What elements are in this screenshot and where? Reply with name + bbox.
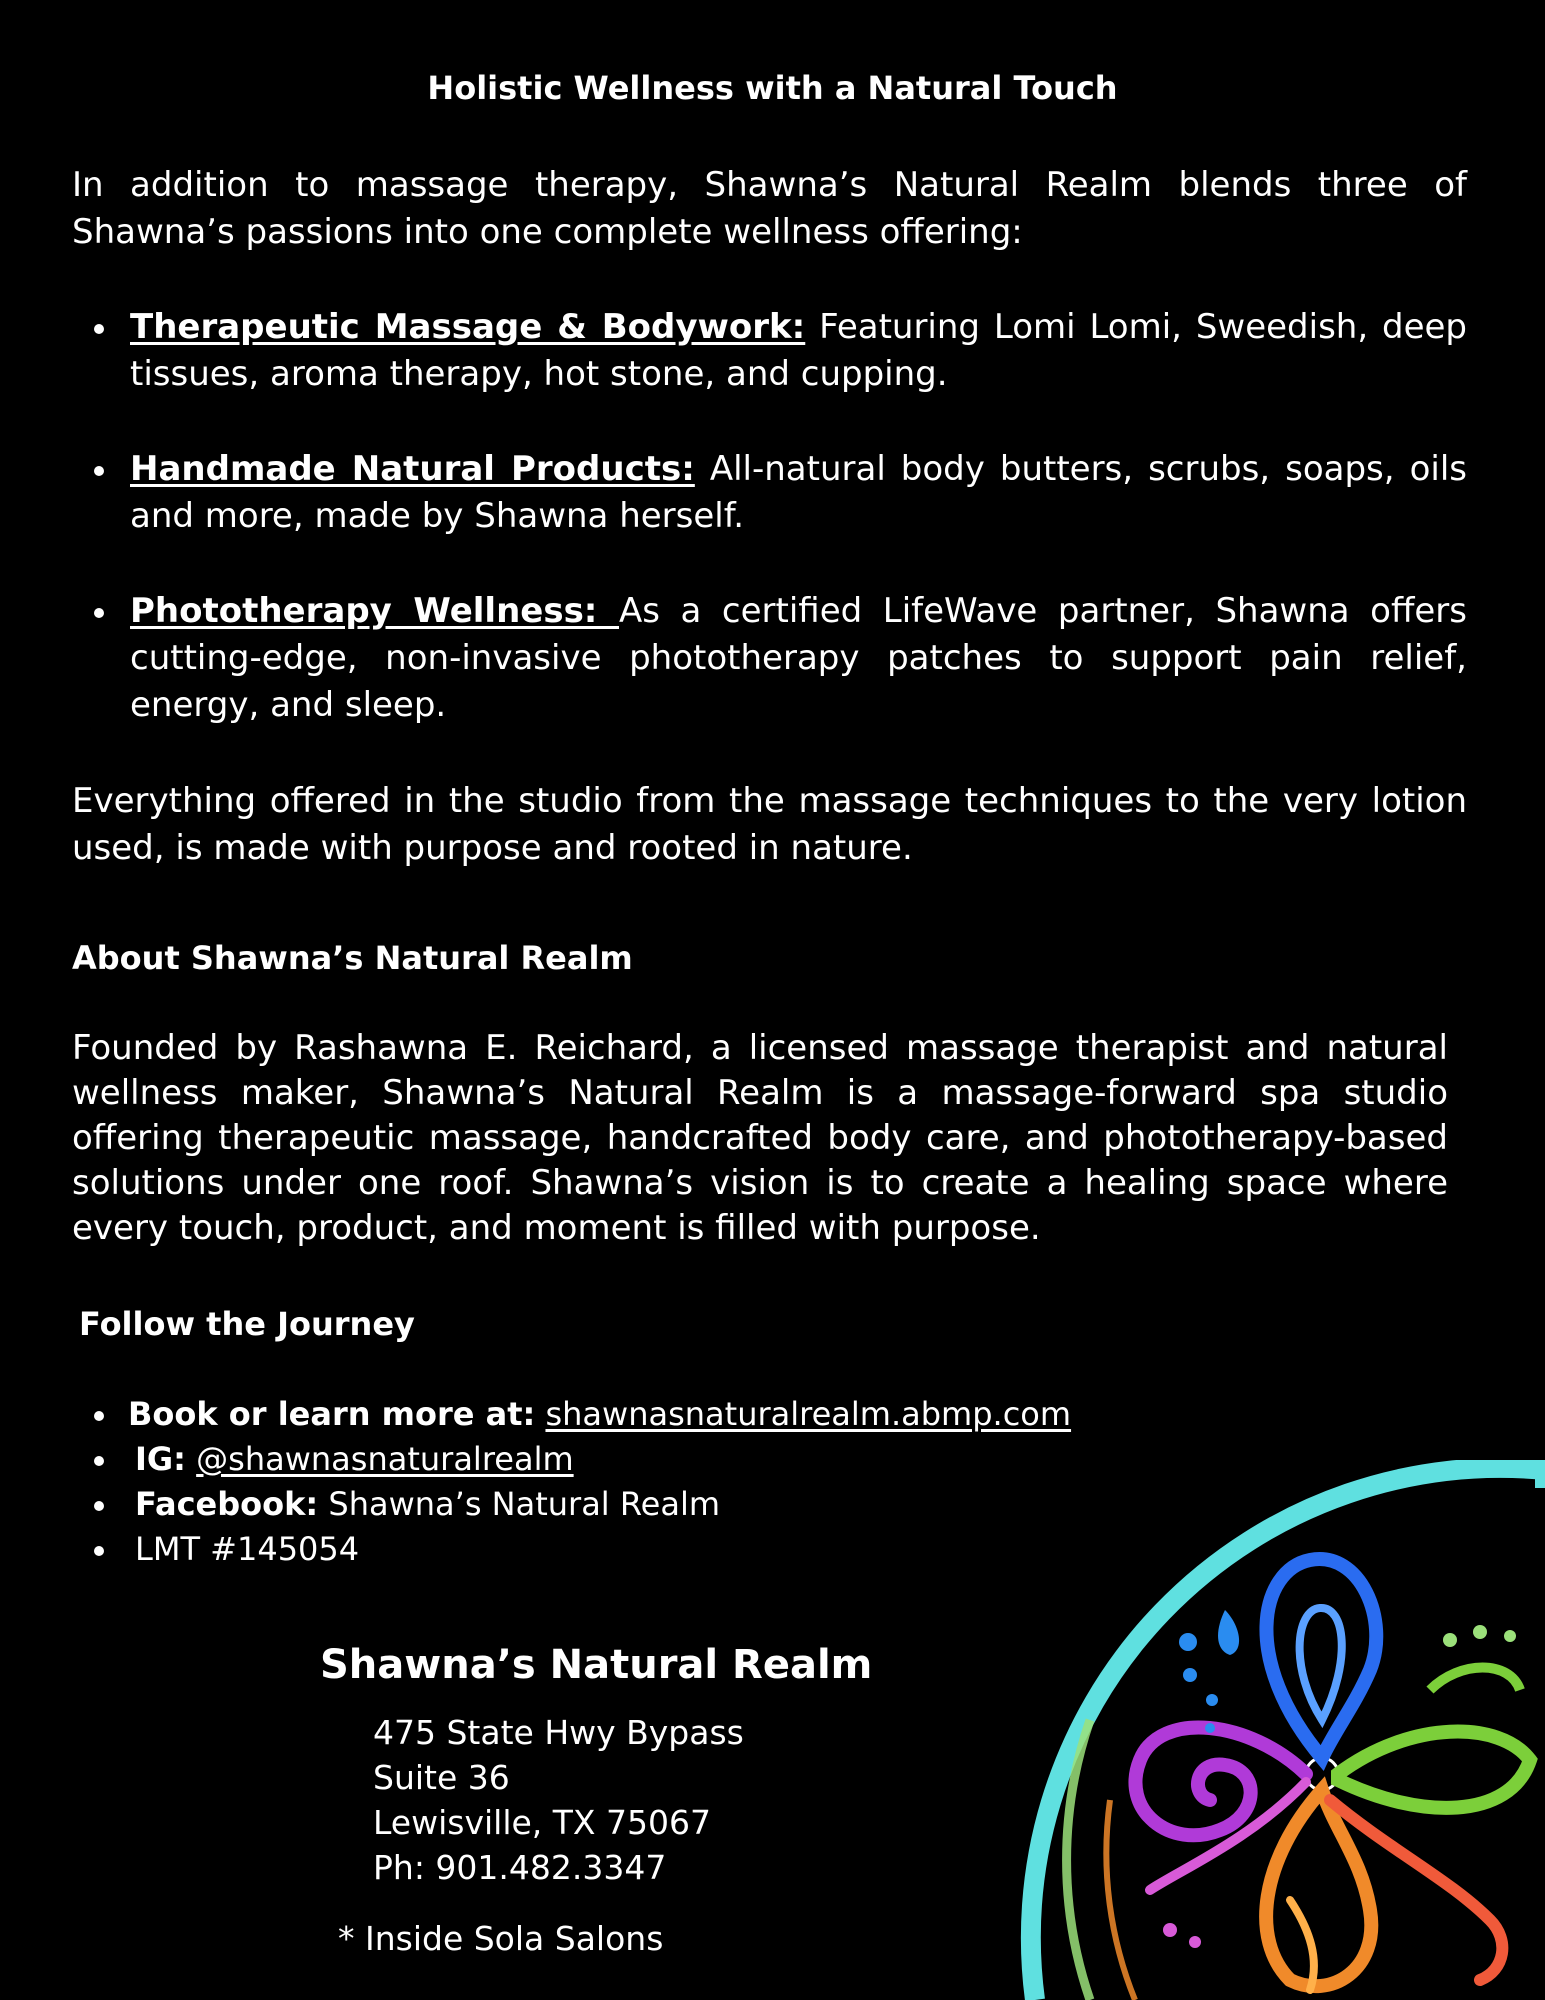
location-note: * Inside Sola Salons: [338, 1919, 664, 1958]
floral-swirl-logo-icon: [990, 1460, 1545, 2000]
ig-label: IG:: [135, 1440, 186, 1478]
offering-term: Phototherapy Wellness:: [130, 591, 619, 631]
address-line-1: 475 State Hwy Bypass: [373, 1713, 744, 1752]
follow-list: [72, 1392, 1072, 1572]
business-address: [373, 1710, 744, 1890]
page-heading: Holistic Wellness with a Natural Touch: [427, 69, 1118, 107]
intro-paragraph: In addition to massage therapy, Shawna’s Natural Realm blends three of Shawna’s passions into one complete wellness offering:: [72, 165, 1467, 252]
license-number: LMT #145054: [135, 1530, 360, 1568]
book-label: Book or learn more at:: [128, 1395, 536, 1433]
about-paragraph: Founded by Rashawna E. Reichard, a licensed massage therapist and natural wellness maker, Shawna’s Natural Realm is a massage-forward spa studio offering therapeutic massage, handcrafted body care, and phototherapy-based solutions under one roof. Shawna’s vision is to create a healing space where every touch, product, and moment is filled with purpose.: [72, 1028, 1448, 1248]
facebook-text: Shawna’s Natural Realm: [328, 1485, 721, 1523]
offering-phototherapy: [72, 588, 1467, 729]
follow-item-ig: [72, 1437, 1072, 1482]
offerings-list-3: [72, 588, 1467, 729]
offering-massage: [72, 304, 1467, 398]
offering-products: [72, 446, 1467, 540]
follow-item-facebook: [72, 1482, 1072, 1527]
follow-item-book: [72, 1392, 1072, 1437]
address-line-3: Lewisville, TX 75067: [373, 1803, 712, 1842]
offerings-list-2: [72, 446, 1467, 540]
follow-item-license: [72, 1527, 1072, 1572]
offerings-list: [72, 304, 1467, 398]
facebook-label: Facebook:: [135, 1485, 319, 1523]
instagram-link[interactable]: @shawnasnaturalrealm: [196, 1440, 574, 1478]
business-name: Shawna’s Natural Realm: [320, 1642, 873, 1688]
offering-text: Featuring Lomi Lomi, Sweedish, deep tissues, aroma therapy, hot stone, and cupping.: [130, 307, 1468, 394]
booking-link[interactable]: shawnasnaturalrealm.abmp.com: [545, 1395, 1072, 1433]
offering-term: Handmade Natural Products:: [130, 449, 695, 489]
address-line-2: Suite 36: [373, 1758, 510, 1797]
offering-text: All-natural body butters, scrubs, soaps, oils and more, made by Shawna herself.: [130, 449, 1467, 536]
follow-title: Follow the Journey: [79, 1305, 415, 1343]
offering-text: As a certified LifeWave partner, Shawna offers cutting-edge, non-invasive phototherapy patches to support pain relief, energy, and sleep.: [130, 591, 1467, 725]
about-title: About Shawna’s Natural Realm: [72, 939, 633, 977]
closing-paragraph: Everything offered in the studio from the massage techniques to the very lotion used, is made with purpose and rooted in nature.: [72, 781, 1467, 868]
offering-term: Therapeutic Massage & Bodywork:: [130, 307, 806, 347]
phone-number: Ph: 901.482.3347: [373, 1848, 667, 1887]
